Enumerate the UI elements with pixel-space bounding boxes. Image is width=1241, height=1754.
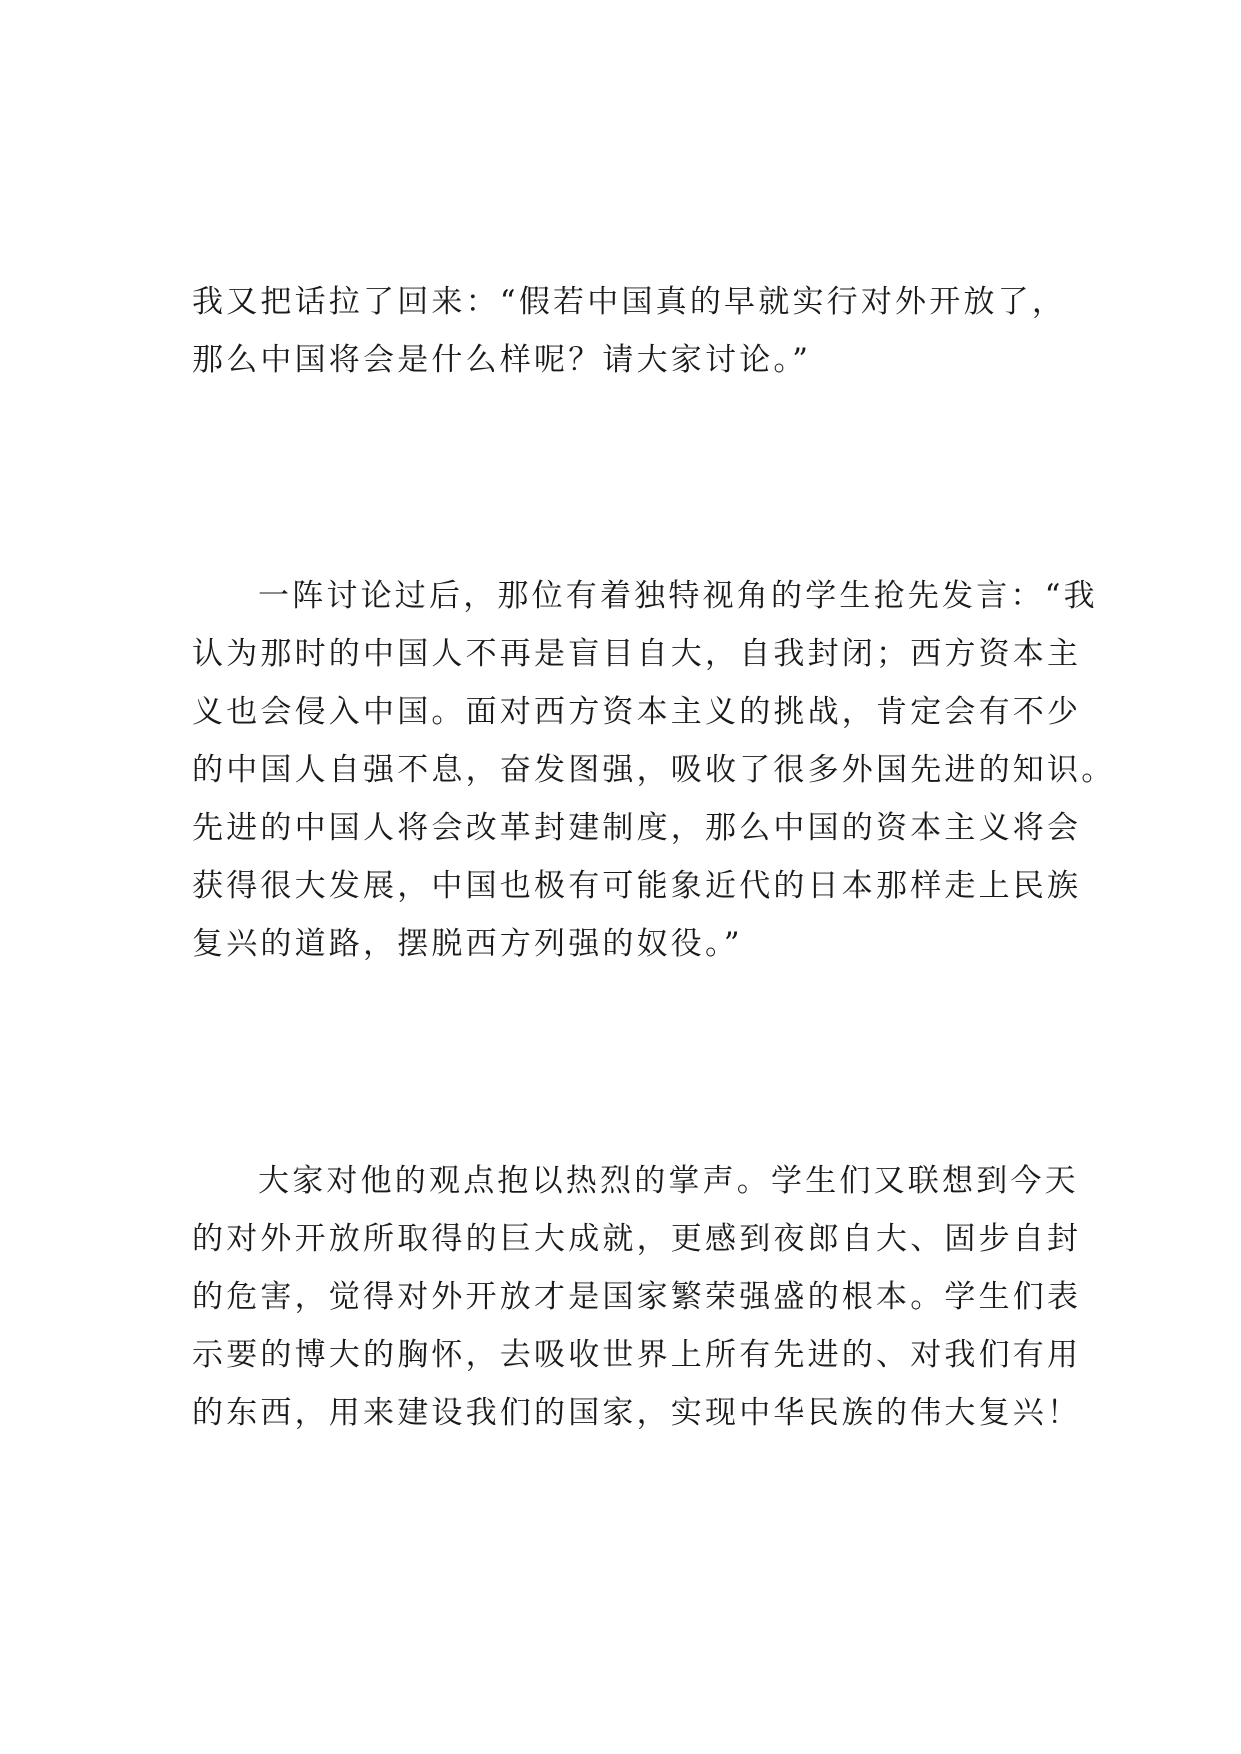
- paragraph-line: 认为那时的中国人不再是盲目自大，自我封闭；西方资本主: [192, 636, 1082, 672]
- paragraph-1: [192, 273, 1067, 389]
- paragraph-2: [192, 567, 1116, 973]
- paragraph-3: [192, 1152, 1082, 1442]
- paragraph-line: 先进的中国人将会改革封建制度，那么中国的资本主义将会: [192, 810, 1082, 846]
- paragraph-line: 义也会侵入中国。面对西方资本主义的挑战，肯定会有不少: [192, 694, 1082, 730]
- paragraph-line: 复兴的道路，摆脱西方列强的奴役。”: [192, 926, 743, 962]
- paragraph-line: 我又把话拉了回来：“假若中国真的早就实行对外开放了，: [192, 284, 1067, 320]
- paragraph-line: 获得很大发展，中国也极有可能象近代的日本那样走上民族: [192, 868, 1082, 904]
- paragraph-line: 一阵讨论过后，那位有着独特视角的学生抢先发言：“我: [258, 578, 1098, 614]
- paragraph-line: 示要的博大的胸怀，去吸收世界上所有先进的、对我们有用: [192, 1337, 1082, 1373]
- paragraph-line: 的危害，觉得对外开放才是国家繁荣强盛的根本。学生们表: [192, 1279, 1082, 1315]
- paragraph-line: 那么中国将会是什么样呢？请大家讨论。”: [192, 342, 812, 378]
- paragraph-line: 大家对他的观点抱以热烈的掌声。学生们又联想到今天: [258, 1163, 1079, 1199]
- paragraph-line: 的中国人自强不息，奋发图强，吸收了很多外国先进的知识。: [192, 752, 1116, 788]
- paragraph-line: 的东西，用来建设我们的国家，实现中华民族的伟大复兴！: [192, 1395, 1082, 1431]
- paragraph-line: 的对外开放所取得的巨大成就，更感到夜郎自大、固步自封: [192, 1221, 1082, 1257]
